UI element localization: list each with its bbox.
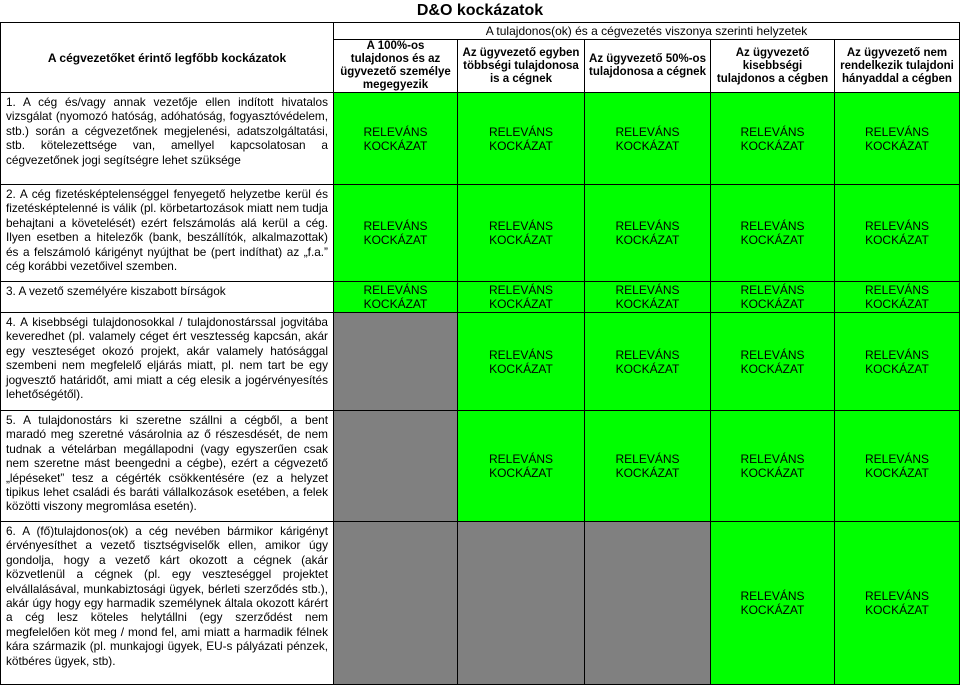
not-applicable-cell bbox=[334, 411, 458, 522]
relevant-label-line2: KOCKÁZAT bbox=[363, 233, 428, 247]
relevant-label-line1: RELEVÁNS bbox=[488, 219, 554, 233]
column-header-2: Az ügyvezető egyben többségi tulajdonosa is a cégnek bbox=[458, 40, 585, 93]
relevant-label-line1: RELEVÁNS bbox=[740, 452, 805, 466]
column-header-1: A 100%-os tulajdonos és az ügyvezető személye megegyezik bbox=[334, 40, 458, 93]
relevant-label-line2: KOCKÁZAT bbox=[615, 233, 680, 247]
risk-description: 5. A tulajdonostárs ki szeretne szállni a cégből, a bent maradó meg szeretné vásárolnia az ő részesdését, de nem tudnak a vételárban megállapodni (vagy egyszerűen csak nem szeretne mást beengedni a cégbe), ezért a cégvezető „lépéseket” tesz a cégérték csökkentésére (ez a helyzet tipikus lehet családi és baráti vállalkozások esetében, a felek közötti viszony megromlása esetén). bbox=[1, 411, 334, 522]
relevant-risk-cell bbox=[835, 185, 960, 282]
relevant-label-line2: KOCKÁZAT bbox=[615, 466, 680, 480]
relevant-label-line2: KOCKÁZAT bbox=[615, 361, 680, 376]
risk-description: 3. A vezető személyére kiszabott bírságok bbox=[1, 282, 334, 313]
relevant-label-line1: RELEVÁNS bbox=[740, 283, 805, 297]
relevant-label-line1: RELEVÁNS bbox=[363, 283, 428, 297]
page-title: D&O kockázatok bbox=[416, 2, 544, 19]
relevant-label-line1: RELEVÁNS bbox=[488, 452, 554, 466]
column-header-4: Az ügyvezető kisebbségi tulajdonos a cégben bbox=[711, 40, 835, 93]
relevant-label-line2: KOCKÁZAT bbox=[865, 466, 929, 480]
relevant-risk-cell bbox=[458, 411, 585, 522]
relevant-risk-cell bbox=[835, 93, 960, 185]
relevant-label-line2: KOCKÁZAT bbox=[489, 138, 553, 153]
relevant-risk-cell bbox=[585, 185, 711, 282]
relevant-risk-cell bbox=[711, 313, 835, 411]
relevant-risk-cell bbox=[835, 313, 960, 411]
risk-description: 1. A cég és/vagy annak vezetője ellen indított hivatalos vizsgálat (nyomozó hatóság, adóhatóság, fogyasztóvédelem, stb.) során a cégvezetőnek megjelenési, adatszolgáltatási, stb. kötelezettsége van, amellyel kapcsolatosan a cégvezetőnek jogi segítségre lehet szüksége bbox=[1, 93, 334, 185]
relevant-label-line1: RELEVÁNS bbox=[740, 124, 805, 139]
relevant-label-line1: RELEVÁNS bbox=[363, 219, 428, 233]
relevant-label-line2: KOCKÁZAT bbox=[865, 361, 929, 376]
risk-description: 4. A kisebbségi tulajdonosokkal / tulajdonostárssal jogvitába keveredhet (pl. valamely céget ért vesztesség kapcsán, akár egy veszteséget okozó projekt, akár valamely hatósággal szembeni nem megfelelő eljárás miatt, pl. nem tart be egy jogvesztő határidőt, ami miatt a cég elesik a jogérvényesítés lehetőségétől). bbox=[1, 313, 334, 411]
not-applicable-cell bbox=[585, 522, 711, 685]
relevant-label-line2: KOCKÁZAT bbox=[489, 361, 553, 376]
relevant-label-line1: RELEVÁNS bbox=[864, 589, 930, 603]
relevant-label-line2: KOCKÁZAT bbox=[865, 297, 929, 311]
risks-column-header: A cégvezetőket érintő legfőbb kockázatok bbox=[1, 23, 334, 93]
risk-row bbox=[1, 282, 960, 313]
relevant-label-line1: RELEVÁNS bbox=[615, 124, 680, 139]
relevant-label-line2: KOCKÁZAT bbox=[740, 361, 805, 376]
relevant-risk-cell bbox=[334, 93, 458, 185]
relevant-label-line1: RELEVÁNS bbox=[615, 347, 680, 362]
risk-row bbox=[1, 313, 960, 411]
relevant-label-line2: KOCKÁZAT bbox=[740, 603, 805, 617]
relevant-risk-cell bbox=[458, 185, 585, 282]
not-applicable-cell bbox=[334, 522, 458, 685]
relevant-label-line1: RELEVÁNS bbox=[740, 589, 805, 603]
not-applicable-cell bbox=[458, 522, 585, 685]
relevant-risk-cell bbox=[334, 282, 458, 313]
relevant-label-line2: KOCKÁZAT bbox=[489, 233, 553, 247]
relevant-risk-cell bbox=[835, 282, 960, 313]
relevant-risk-cell bbox=[458, 93, 585, 185]
risk-row bbox=[1, 93, 960, 185]
relevant-label-line1: RELEVÁNS bbox=[615, 219, 680, 233]
risk-description: 2. A cég fizetésképtelenséggel fenyegető helyzetbe kerül és fizetésképtelenné is válik (pl. körbetartozások miatt nem tudja behajtani a követelését) ezért felszámolás alá kerül a cég. Ilyen esetben a hitelezők (bank, beszállítók, alkalmazottak) és a felszámoló kárigényt nyújthat be (pert indíthat) az „f.a.” cég korábbi vezetőivel szemben. bbox=[1, 185, 334, 282]
relevant-risk-cell bbox=[835, 522, 960, 685]
relevant-label-line1: RELEVÁNS bbox=[615, 283, 680, 297]
relevant-risk-cell bbox=[711, 522, 835, 685]
risk-row bbox=[1, 411, 960, 522]
relevant-risk-cell bbox=[711, 185, 835, 282]
relevant-label-line1: RELEVÁNS bbox=[488, 283, 554, 297]
relevant-risk-cell bbox=[835, 411, 960, 522]
relevant-label-line1: RELEVÁNS bbox=[864, 347, 930, 362]
relevant-risk-cell bbox=[711, 282, 835, 313]
relevant-risk-cell bbox=[585, 313, 711, 411]
relevant-label-line2: KOCKÁZAT bbox=[615, 138, 680, 153]
risk-description: 6. A (fő)tulajdonos(ok) a cég nevében bármikor kárigényt érvényesíthet a vezető tisztségviselők ellen, amikor úgy gondolja, hogy a vezető kárt okozott a cégnek (akár közvetlenül a cégnek (pl. egy veszteséggel projektet elvállalásával, munkabiztosági ügyek, bérleti szerződés stb.), akár úgy hogy egy harmadik személynek általa okozott kárért a cég lesz köteles helytállni (egy szerződést nem megfelelően köt meg / mond fel, ami miatt a harmadik félnek kára származik (pl. munkajogi ügyek, EU-s pályázati pénzek, kötbéres ügyek, stb). bbox=[1, 522, 334, 685]
relevant-label-line1: RELEVÁNS bbox=[615, 452, 680, 466]
relevant-label-line1: RELEVÁNS bbox=[864, 219, 930, 233]
relevant-label-line1: RELEVÁNS bbox=[488, 347, 554, 362]
relevant-label-line2: KOCKÁZAT bbox=[363, 297, 428, 311]
relevant-risk-cell bbox=[585, 93, 711, 185]
relevant-label-line2: KOCKÁZAT bbox=[865, 603, 929, 617]
risk-row bbox=[1, 185, 960, 282]
relevant-label-line2: KOCKÁZAT bbox=[865, 233, 929, 247]
risk-matrix-table bbox=[0, 22, 960, 685]
relevant-label-line1: RELEVÁNS bbox=[740, 347, 805, 362]
relevant-label-line1: RELEVÁNS bbox=[363, 124, 428, 139]
column-header-5: Az ügyvezető nem rendelkezik tulajdoni hányaddal a cégben bbox=[835, 40, 960, 93]
relevant-risk-cell bbox=[711, 93, 835, 185]
relevant-label-line1: RELEVÁNS bbox=[864, 452, 930, 466]
relevant-risk-cell bbox=[458, 282, 585, 313]
relevant-label-line2: KOCKÁZAT bbox=[740, 466, 805, 480]
relevant-label-line1: RELEVÁNS bbox=[864, 283, 930, 297]
relevant-label-line1: RELEVÁNS bbox=[864, 124, 930, 139]
relevant-label-line1: RELEVÁNS bbox=[740, 219, 805, 233]
relevant-risk-cell bbox=[585, 282, 711, 313]
relevant-label-line2: KOCKÁZAT bbox=[740, 297, 805, 311]
risk-row bbox=[1, 522, 960, 685]
relevant-label-line1: RELEVÁNS bbox=[488, 124, 554, 139]
relevant-label-line2: KOCKÁZAT bbox=[363, 138, 428, 153]
relevant-risk-cell bbox=[458, 313, 585, 411]
relevant-label-line2: KOCKÁZAT bbox=[740, 138, 805, 153]
relevant-label-line2: KOCKÁZAT bbox=[489, 297, 553, 311]
not-applicable-cell bbox=[334, 313, 458, 411]
relevant-label-line2: KOCKÁZAT bbox=[865, 138, 929, 153]
situations-superheader: A tulajdonos(ok) és a cégvezetés viszonya szerinti helyzetek bbox=[334, 23, 960, 40]
relevant-risk-cell bbox=[711, 411, 835, 522]
relevant-label-line2: KOCKÁZAT bbox=[740, 233, 805, 247]
relevant-label-line2: KOCKÁZAT bbox=[615, 297, 680, 311]
relevant-risk-cell bbox=[334, 185, 458, 282]
relevant-risk-cell bbox=[585, 411, 711, 522]
relevant-label-line2: KOCKÁZAT bbox=[489, 466, 553, 480]
column-header-3: Az ügyvezető 50%-os tulajdonosa a cégnek bbox=[585, 40, 711, 93]
